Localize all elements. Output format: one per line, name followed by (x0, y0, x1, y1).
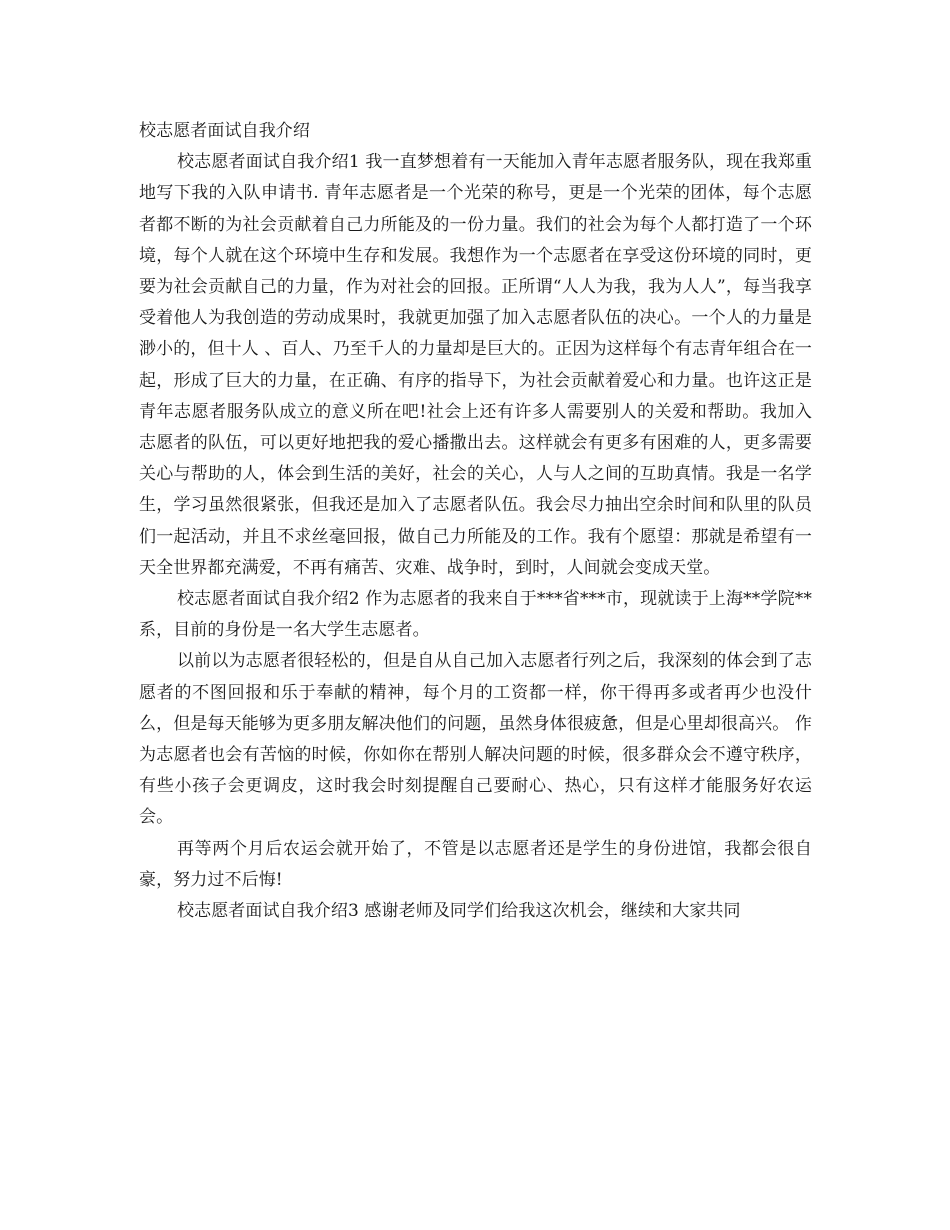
paragraph-expectation: 再等两个月后农运会就开始了，不管是以志愿者还是学生的身份进馆，我都会很自豪，努力过不后悔! (139, 838, 812, 890)
paragraph-intro-1: 校志愿者面试自我介绍1 我一直梦想着有一天能加入青年志愿者服务队，现在我郑重地写下我的入队申请书. 青年志愿者是一个光荣的称号，更是一个光荣的团体，每个志愿者都不断的为社会贡献着自己力所能及的一份力量。我们的社会为每个人都打造了一个环境，每个人就在这个环境中生存和发展。我想作为一个志愿者在享受这份环境的同时，更要为社会贡献自己的力量，作为对社会的回报。正所谓“人人为我，我为人人”，每当我享受着他人为我创造的劳动成果时，我就更加强了加入志愿者队伍的决心。一个人的力量是渺小的，但十人 、百人、乃至千人的力量却是巨大的。正因为这样每个有志青年组合在一起，形成了巨大的力量，在正确、有序的指导下，为社会贡献着爱心和力量。也许这正是青年志愿者服务队成立的意义所在吧!社会上还有许多人需要别人的关爱和帮助。我加入志愿者的队伍，可以更好地把我的爱心播撒出去。这样就会有更多有困难的人，更多需要关心与帮助的人，体会到生活的美好，社会的关心，人与人之间的互助真情。我是一名学生，学习虽然很紧张，但我还是加入了志愿者队伍。我会尽力抽出空余时间和队里的队员们一起活动，并且不求丝毫回报，做自己力所能及的工作。我有个愿望：那就是希望有一天全世界都充满爱，不再有痛苦、灾难、战争时，到时，人间就会变成天堂。 (139, 152, 812, 578)
paragraph-experience: 以前以为志愿者很轻松的，但是自从自己加入志愿者行列之后，我深刻的体会到了志愿者的不图回报和乐于奉献的精神，每个月的工资都一样，你干得再多或者再少也没什么，但是每天能够为更多朋友解决他们的问题，虽然身体很疲惫，但是心里却很高兴。 作为志愿者也会有苦恼的时候，你如你在帮别人解决问题的时候，很多群众会不遵守秩序，有些小孩子会更调皮，这时我会时刻提醒自己要耐心、热心，只有这样才能服务好农运会。 (139, 651, 812, 828)
document-title: 校志愿者面试自我介绍 (139, 121, 310, 141)
paragraph-intro-2: 校志愿者面试自我介绍2 作为志愿者的我来自于***省***市，现就读于上海**学院**系，目前的身份是一名大学生志愿者。 (139, 589, 812, 641)
document-page (139, 116, 812, 927)
paragraph-intro-3: 校志愿者面试自我介绍3 感谢老师及同学们给我这次机会，继续和大家共同 (177, 901, 741, 922)
